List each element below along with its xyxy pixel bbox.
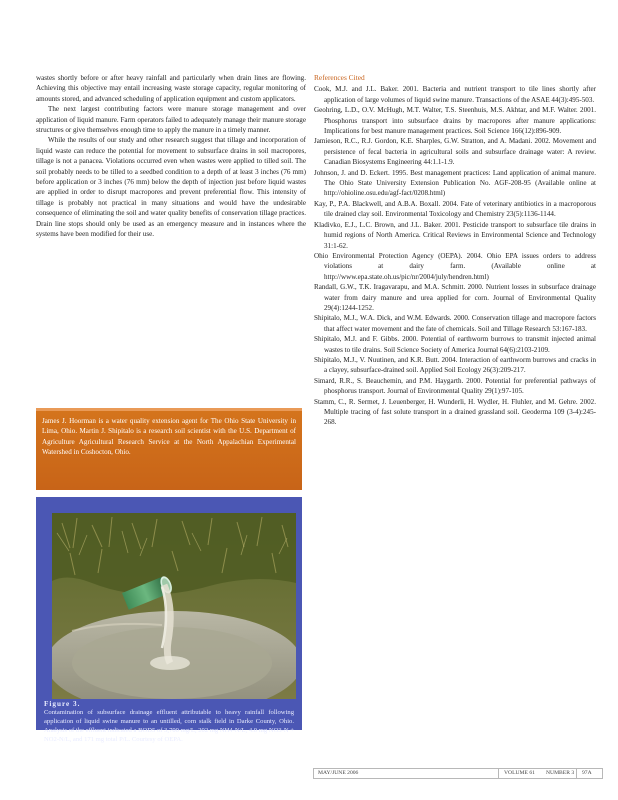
footer-volume: VOLUME 61 — [504, 770, 535, 776]
reference-entry: Cook, M.J. and J.L. Baker. 2001. Bacteria and nutrient transport to tile lines shortly after application of large volumes of liquid swine manure. Transactions of the ASAE 44(3):495-503. — [314, 85, 596, 104]
figure-label: Figure 3. — [44, 700, 81, 708]
reference-entry: Geohring, L.D., O.V. McHugh, M.T. Walter, T.S. Steenhuis, M.S. Akhtar, and M.F. Walter. 2001. Phosphorus transport into subsurface drains by macropores after manure applications: Implications for best manure management practices. Soil Science 166(12):896-909. — [314, 106, 596, 136]
reference-entry: Jamieson, R.C., R.J. Gordon, K.E. Sharples, G.W. Stratton, and A. Madani. 2002. Movement and persistence of fecal bacteria in agricultural soils and subsurface drainage water: A review. Canadian Biosystems Engineering 44:1.1-1.9. — [314, 137, 596, 167]
reference-entry: Stamm, C., R. Sermet, J. Leuenberger, H. Wunderli, H. Wydler, H. Fluhler, and M. Gehre. 2002. Multiple tracing of fast solute transport in a drained grassland soil. Geoderma 109 (3-4):245-268. — [314, 397, 596, 427]
reference-entry: Johnson, J. and D. Eckert. 1995. Best management practices: Land application of animal manure. The Ohio State University Extension Publication No. AGF-208-95 (Available online at http://ohioline.osu.edu/agf-fact/0208.html) — [314, 168, 596, 198]
reference-entry: Randall, G.W., T.K. Iragavarapu, and M.A. Schmitt. 2000. Nutrient losses in subsurface drainage water from dairy manure and urea applied for corn. Journal of Environmental Quality 29(4):1244-1252. — [314, 283, 596, 312]
body-paragraph: The next largest contributing factors were manure storage management and over application of liquid manure. Farm operators failed to adequately manage their manure storage structures or give themselves enough time to apply the manure in a timely manner. — [36, 105, 306, 135]
footer-number: NUMBER 3 — [546, 770, 575, 776]
footer-page-number: 97A — [582, 770, 592, 776]
body-text-column — [36, 73, 306, 240]
body-paragraph: While the results of our study and other research suggest that tillage and incorporation of liquid waste can reduce the potential for movement to subsurface drains in soil macropores, tillage is not a panacea. Violations occurred even when wastes were applied to tilled soil. The soil probably needs to be tilled to a seedbed condition to a depth of at least 3 inches (76 mm) before application or 3 inches (76 mm) below the depth of injection just before liquid wastes are applied in order to disrupt macropores and prevent preferential flow. This intensity of tillage is probably not practical in many situations and would have the undesirable consequence of eliminating the soil and water quality benefits of conservation tillage practices. Drain line stops should only be used as an emergency measure and in instances where the systems have been modified for their use. — [36, 136, 306, 239]
figure-caption — [44, 700, 294, 745]
reference-entry: Kay, P., P.A. Blackwell, and A.B.A. Boxall. 2004. Fate of veterinary antibiotics in a macroporous tile drained clay soil. Environmental Toxicology and Chemistry 23(5):1136-1144. — [314, 199, 596, 219]
reference-entry: Shipitalo, M.J., V. Nuutinen, and K.R. Butt. 2004. Interaction of earthworm burrows and cracks in a clayey, subsurface-drained soil. Applied Soil Ecology 26(3):209-217. — [314, 355, 596, 375]
footer-divider — [576, 769, 577, 778]
reference-entry: Simard, R.R., S. Beauchemin, and P.M. Haygarth. 2000. Potential for preferential pathways of phosphorus transport. Journal of Environmental Quality 29(1):97-105. — [314, 376, 596, 396]
body-paragraph: wastes shortly before or after heavy rainfall and particularly when drain lines are flowing. Achieving this objective may entail increasing waste storage capacity, regular monitoring of amounts stored, and advanced scheduling of application equipment and custom applicators. — [36, 74, 306, 103]
reference-entry: Kladivko, E.J., L.C. Brown, and J.L. Baker. 2001. Pesticide transport to subsurface tile drains in humid regions of North America. Critical Reviews in Environmental Science and Technology 31:1-62. — [314, 220, 596, 250]
references-section — [314, 73, 596, 428]
author-bio-text: James J. Hoorman is a water quality extension agent for The Ohio State University in Lima, Ohio. Martin J. Shipitalo is a research soil scientist with the U.S. Department of Agriculture Agricultural Research Service at the North Appalachian Experimental Watershed in Coshocton, Ohio. — [42, 417, 296, 456]
reference-entry: Ohio Environmental Protection Agency (OEPA). 2004. Ohio EPA issues orders to address violations at dairy farm. (Available online at http://www.epa.state.oh.us/pic/nr/2004/july/hendren.html) — [314, 251, 596, 281]
references-heading: References Cited — [314, 73, 365, 82]
footer-date: MAY/JUNE 2006 — [318, 770, 359, 776]
reference-entry: Shipitalo, M.J., W.A. Dick, and W.M. Edwards. 2000. Conservation tillage and macropore factors that affect water movement and the fate of chemicals. Soil and Tillage Research 53:167-183. — [314, 314, 596, 333]
reference-entry: Shipitalo, M.J. and F. Gibbs. 2000. Potential of earthworm burrows to transmit injected animal wastes to tile drains. Soil Science Society of America Journal 64(6):2103-2109. — [314, 335, 596, 354]
author-bio-box — [36, 408, 302, 490]
page-footer — [313, 768, 603, 779]
figure-panel — [36, 497, 302, 730]
figure-caption-text: Contamination of subsurface drainage effluent attributable to heavy rainfall following application of liquid swine manure to an untilled, corn stalk field in Darke County, Ohio. Analysis of the effluent indicated a BOD5 of 3,700 mg/L, 202 mg NH4-N/L, 4.0 mg NO3-N + NO2-N/L, and 171 mg total P/L. Courtesy of OEPA. — [44, 708, 294, 743]
footer-divider — [498, 769, 499, 778]
drain-outlet-photo — [52, 513, 296, 699]
